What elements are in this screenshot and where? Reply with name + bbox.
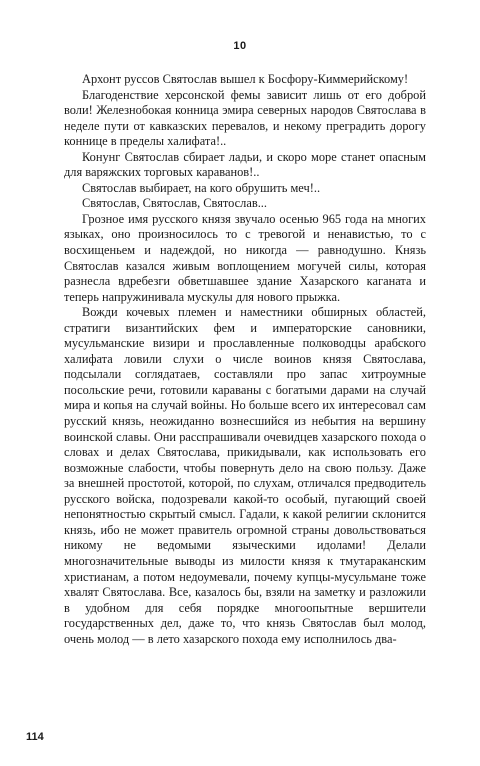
paragraph: Святослав, Святослав, Святослав... [82,196,268,211]
chapter-number: 10 [233,40,247,52]
paragraph: Святослав выбирает, на кого обрушить меч!.. [82,180,321,195]
paragraph: Конунг Святослав сбирает ладьи, и скоро море станет опасным для варяжских торговых караванов!.. [64,149,426,180]
paragraph: Благоденствие херсонской фемы зависит лишь от его доброй воли! Железнобокая конница эмира северных народов Святослава в неделе пути от кавказских перевалов, и некому преградить дорогу коннице в пределы халифата!.. [64,87,426,149]
body-text [64,72,426,647]
paragraph: Вожди кочевых племен и наместники обширных областей, стратиги византийских фем и императорские сановники, мусульманские визири и прославленные полководцы арабского халифата ловили слухи о числе воинов князя Святослава, подсылали соглядатаев, составляли про запас хитроумные посольские речи, готовили караваны с богатыми дарами на случай мира и копья на случай войны. Но больше всего их интересовал сам русский князь, неожиданно вознесшийся из небытия на вершину воинской славы. Они расспрашивали очевидцев хазарского похода о словах и делах Святослава, прикидывали, как использовать его возможные слабости, чтобы повернуть дело на свою пользу. Даже за внешней простотой, которой, по слухам, отличался предводитель русского войска, подозревали какой-то особый, пугающий своей непонятностью скрытый смысл. Гадали, к какой религии склонится князь, ибо не может правитель огромной страны довольствоваться никому не ведомыми языческими идолами! Делали многозначительные выводы из милости князя к тмутараканским христианам, а потом недоумевали, почему купцы-мусульмане тоже хвалят Святослава. Все, казалось бы, взяли на заметку и разложили в удобном для себя порядке многоопытные вершители государственных дел, даже то́, что князь Святослав был молод, очень молод — в лето хазарского похода ему исполнилось два- [64,305,426,646]
page-number: 114 [26,731,44,743]
paragraph: Архонт руссов Святослав вышел к Босфору-Киммерийскому! [82,72,409,86]
paragraph: Грозное имя русского князя звучало осенью 965 года на многих языках, оно произносилось то с тревогой и ненавистью, то с восхищеньем и надеждой, но никогда — равнодушно. Князь Святослав казался живым воплощением могучей силы, которая разнесла вдребезги обветшавшее здание Хазарского каганата и теперь напружинивала мускулы для нового прыжка. [64,211,426,304]
